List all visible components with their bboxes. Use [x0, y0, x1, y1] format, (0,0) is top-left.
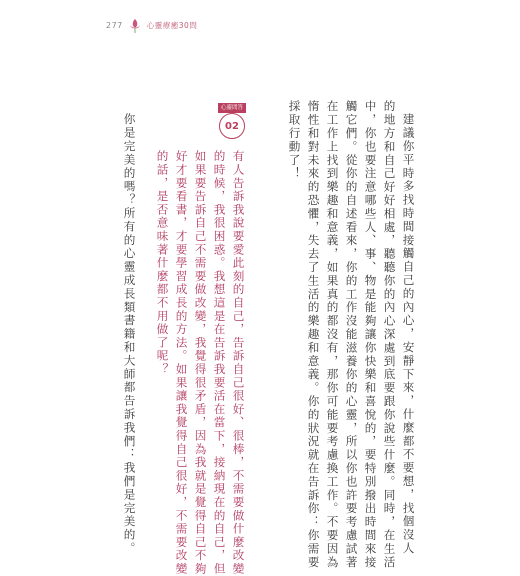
question-line: 的話，是否意味著什麼都不用做了呢？: [155, 150, 170, 377]
lotus-icon: [129, 17, 141, 33]
page-number: 277: [106, 20, 123, 30]
question-line: 好才要看書，才要學習成長的方法。如果讓我覺得自己很好，不需要改變: [174, 150, 189, 576]
body-line: 建議你平時多找時間接觸自己的內心，安靜下來，什麼都不要想，找個沒人: [401, 113, 416, 556]
question-line: 如果要告訴自己不需要做改變，我覺得很矛盾，因為我就是覺得自己不夠: [193, 150, 208, 576]
question-line: 有人告訴我說要愛此刻的自己，告訴自己很好、很棒，不需要做什麼改變: [231, 150, 246, 576]
body-line: 中，你也要注意哪些人、事、物是能夠讓你快樂和喜悅的，要特別撥出時間來接: [363, 100, 378, 569]
badge-label: 心靈問答: [218, 103, 246, 113]
body-line: 在工作上找到樂趣和意義，如果真的都沒有，那你可能要考慮換工作。不要因為: [325, 100, 340, 569]
series-title: 心靈療癒30問: [146, 20, 198, 30]
qa-badge: [218, 103, 246, 141]
body-line: 惰性和對未來的恐懼，失去了生活的樂趣和意義。你的狀況就在告訴你：你需要: [306, 100, 321, 569]
body-line: 採取行動了！: [287, 100, 302, 181]
answer-line: 你是完美的嗎？所有的心靈成長類書籍和大師都告訴我們：我們是完美的。: [122, 113, 137, 556]
page-header: [106, 17, 197, 33]
badge-number: 02: [225, 120, 239, 132]
question-line: 的時候，我很困惑。我想這是在告訴我要活在當下，接納現在的自己，但: [212, 150, 227, 576]
body-line: 觸它們。從你的自述看來，你的工作沒能滋養你的心靈，所以你也許要考慮試著: [344, 100, 359, 569]
body-line: 的地方和自己好好相處，聽聽你的內心深處到底要跟你說些什麼。同時，在生活: [382, 100, 397, 569]
badge-ring: [219, 113, 245, 139]
